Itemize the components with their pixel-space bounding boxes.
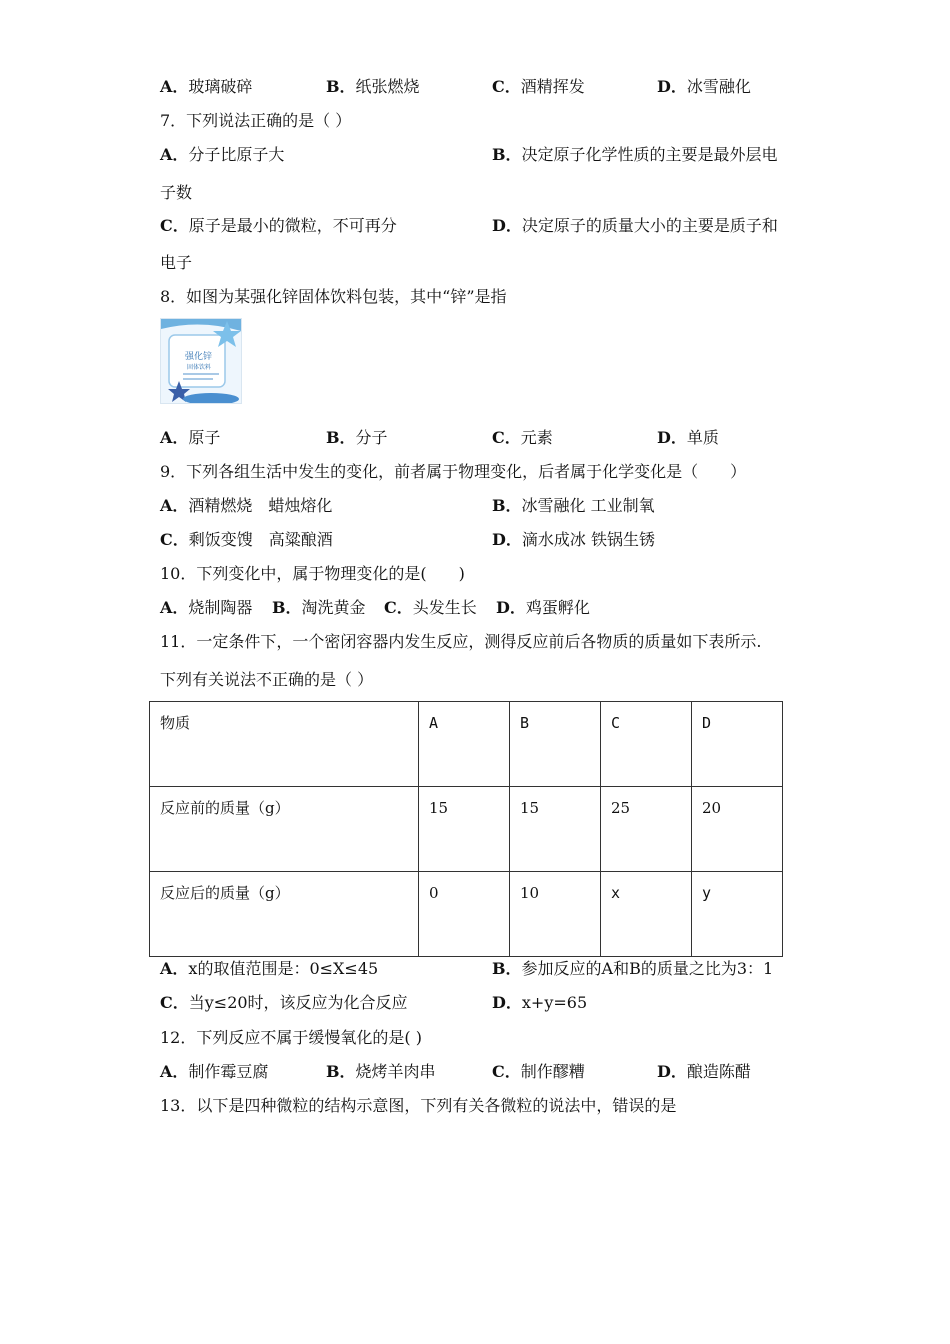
table-cell: 反应前的质量（g）: [150, 787, 419, 872]
table-cell: 15: [510, 787, 601, 872]
table-header-cell: C: [601, 702, 692, 787]
q13-stem: 13．以下是四种微粒的结构示意图，下列有关各微粒的说法中，错误的是: [160, 1096, 677, 1115]
table-header-cell: D: [692, 702, 783, 787]
q10-option-d: D．鸡蛋孵化: [496, 598, 590, 617]
table-header-row: [150, 702, 783, 787]
table-row: [150, 872, 783, 957]
table-row: [150, 787, 783, 872]
table-cell: 15: [419, 787, 510, 872]
q11-mass-table: [149, 701, 783, 957]
q12-option-b: B．烧烤羊肉串: [326, 1062, 436, 1081]
q7-option-d: D．决定原子的质量大小的主要是质子和: [492, 216, 778, 235]
q12-option-d: D．酿造陈醋: [657, 1062, 751, 1081]
table-cell: 反应后的质量（g）: [150, 872, 419, 957]
table-cell: 0: [419, 872, 510, 957]
zinc-drink-package-icon: [160, 318, 242, 404]
q11-option-a: A．x的取值范围是：0≤X≤45: [160, 959, 379, 978]
q11-option-d: D．x+y=65: [492, 993, 588, 1012]
q6-option-d: D．冰雪融化: [657, 77, 751, 96]
table-cell: y: [692, 872, 783, 957]
q12-option-c: C．制作醪糟: [492, 1062, 585, 1081]
q11-stem-line1: 11．一定条件下，一个密闭容器内发生反应，测得反应前后各物质的质量如下表所示.: [160, 632, 762, 651]
table-header-cell: B: [510, 702, 601, 787]
q11-option-b: B．参加反应的A和B的质量之比为3：1: [492, 959, 774, 978]
table-cell: x: [601, 872, 692, 957]
q10-option-a: A．烧制陶器: [160, 598, 253, 617]
q10-option-b: B．淘洗黄金: [272, 598, 366, 617]
q6-option-b: B．纸张燃烧: [326, 77, 420, 96]
q8-option-d: D．单质: [657, 428, 719, 447]
q8-stem: 8．如图为某强化锌固体饮料包装，其中“锌”是指: [160, 287, 507, 306]
q9-stem: 9．下列各组生活中发生的变化，前者属于物理变化，后者属于化学变化是（ ）: [160, 462, 747, 481]
q11-option-c: C．当y≤20时，该反应为化合反应: [160, 993, 408, 1012]
q6-option-c: C．酒精挥发: [492, 77, 585, 96]
table-cell: 20: [692, 787, 783, 872]
q7-option-d-continued: 电子: [160, 253, 193, 272]
package-subtitle: 固体饮料: [187, 364, 212, 371]
q10-stem: 10．下列变化中，属于物理变化的是( ): [160, 564, 465, 583]
q9-option-c: C．剩饭变馊 高粱酿酒: [160, 530, 333, 549]
q12-stem: 12．下列反应不属于缓慢氧化的是( ): [160, 1028, 422, 1047]
q12-option-a: A．制作霉豆腐: [160, 1062, 269, 1081]
table-cell: 25: [601, 787, 692, 872]
q8-option-b: B．分子: [326, 428, 388, 447]
q11-stem-line2: 下列有关说法不正确的是（ ）: [160, 670, 374, 689]
q7-stem: 7．下列说法正确的是（ ）: [160, 111, 352, 130]
table-header-cell: 物质: [150, 702, 419, 787]
q9-option-a: A．酒精燃烧 蜡烛熔化: [160, 496, 333, 515]
q6-option-a: A．玻璃破碎: [160, 77, 253, 96]
q9-option-b: B．冰雪融化 工业制氧: [492, 496, 655, 515]
q8-option-c: C．元素: [492, 428, 553, 447]
q7-option-b: B．决定原子化学性质的主要是最外层电: [492, 145, 778, 164]
package-title: 强化锌: [185, 352, 213, 362]
q7-option-a: A．分子比原子大: [160, 145, 285, 164]
table-header-cell: A: [419, 702, 510, 787]
q10-option-c: C．头发生长: [384, 598, 477, 617]
q8-option-a: A．原子: [160, 428, 221, 447]
table-cell: 10: [510, 872, 601, 957]
q9-option-d: D．滴水成冰 铁锅生锈: [492, 530, 655, 549]
q7-option-c: C．原子是最小的微粒，不可再分: [160, 216, 397, 235]
q7-option-b-continued: 子数: [160, 183, 193, 202]
package-illustration: [161, 319, 241, 403]
